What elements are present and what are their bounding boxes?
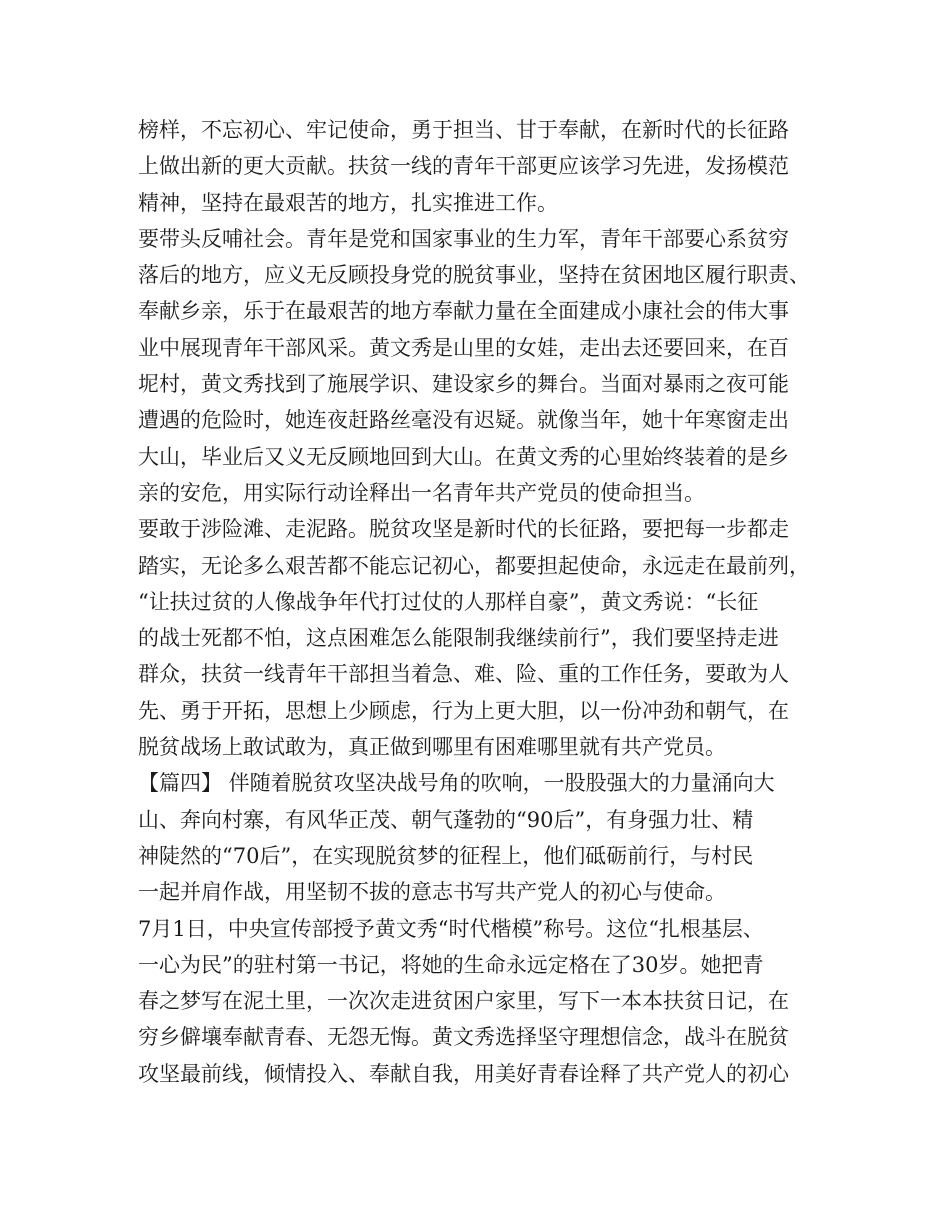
text-line: 【篇四】 伴随着脱贫攻坚决战号角的吹响，一股股强大的力量涌向大 xyxy=(138,771,775,796)
text-line: 山、奔向村寨，有风华正茂、朝气蓬勃的“90后”，有身强力壮、精 xyxy=(138,807,754,832)
text-line: 坭村，黄文秀找到了施展学识、建设家乡的舞台。当面对暴雨之夜可能 xyxy=(138,372,789,397)
text-line: 踏实，无论多么艰苦都不能忘记初心，都要担起使命，永远走在最前列， xyxy=(138,553,810,578)
text-line: 脱贫战场上敢试敢为，真正做到哪里有困难哪里就有共产党员。 xyxy=(138,735,726,760)
text-line: 落后的地方，应义无反顾投身党的脱贫事业，坚持在贫困地区履行职责、 xyxy=(138,263,810,288)
text-line: 要敢于涉险滩、走泥路。脱贫攻坚是新时代的长征路，要把每一步都走 xyxy=(138,517,789,542)
text-line: 一起并肩作战，用坚韧不拔的意志书写共产党人的初心与使命。 xyxy=(138,880,726,905)
text-line: 亲的安危，用实际行动诠释出一名青年共产党员的使命担当。 xyxy=(138,480,705,505)
text-line: 上做出新的更大贡献。扶贫一线的青年干部更应该学习先进，发扬模范 xyxy=(138,154,789,179)
text-line: 精神，坚持在最艰苦的地方，扎实推进工作。 xyxy=(138,190,558,215)
text-line: 穷乡僻壤奉献青春、无怨无悔。黄文秀选择坚守理想信念，战斗在脱贫 xyxy=(138,1025,789,1050)
text-line: “让扶过贫的人像战争年代打过仗的人那样自豪”，黄文秀说：“长征 xyxy=(138,589,759,614)
text-line: 神陡然的“70后”，在实现脱贫梦的征程上，他们砥砺前行，与村民 xyxy=(138,843,754,868)
text-line: 遭遇的危险时，她连夜赶路丝毫没有迟疑。就像当年，她十年寒窗走出 xyxy=(138,408,789,433)
text-line: 榜样，不忘初心、牢记使命，勇于担当、甘于奉献，在新时代的长征路 xyxy=(138,118,789,142)
document-body xyxy=(138,112,828,1092)
text-line: 要带头反哺社会。青年是党和国家事业的生力军，青年干部要心系贫穷 xyxy=(138,226,789,251)
text-line: 奉献乡亲，乐于在最艰苦的地方奉献力量在全面建成小康社会的伟大事 xyxy=(138,299,789,324)
text-line: 攻坚最前线，倾情投入、奉献自我，用美好青春诠释了共产党人的初心 xyxy=(138,1061,789,1086)
text-line: 大山，毕业后又义无反顾地回到大山。在黄文秀的心里始终装着的是乡 xyxy=(138,444,789,469)
text-line: 业中展现青年干部风采。黄文秀是山里的女娃，走出去还要回来，在百 xyxy=(138,335,789,360)
text-line: 的战士死都不怕，这点困难怎么能限制我继续前行”，我们要坚持走进 xyxy=(138,626,779,651)
text-line: 群众，扶贫一线青年干部担当着急、难、险、重的工作任务，要敢为人 xyxy=(138,662,789,687)
text-line: 一心为民”的驻村第一书记，将她的生命永远定格在了30岁。她把青 xyxy=(138,952,764,977)
text-line: 春之梦写在泥土里，一次次走进贫困户家里，写下一本本扶贫日记，在 xyxy=(138,989,789,1014)
text-line: 先、勇于开拓，思想上少顾虑，行为上更大胆，以一份冲劲和朝气，在 xyxy=(138,698,789,723)
text-line: 7月1日，中央宣传部授予黄文秀“时代楷模”称号。这位“扎根基层、 xyxy=(138,916,764,941)
